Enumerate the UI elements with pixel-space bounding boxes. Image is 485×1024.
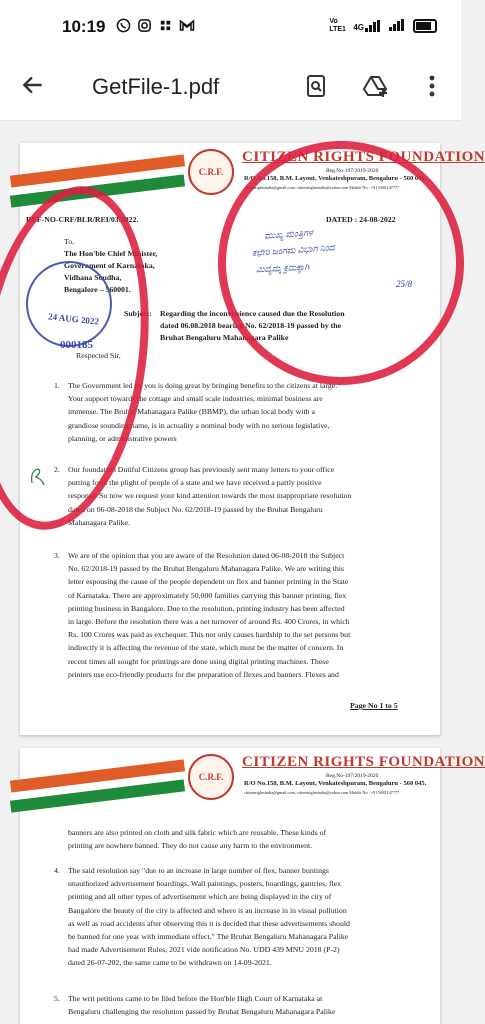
paragraph-3: We are of the opinion that you are aware of the Resolution dated 06-08-2018 the Subject No. 62/2018-19 passed by the Bruhat Bengaluru Mahanagara Palike. We are writing this letter espousing the cause of the people dependent on flex and banner printing in the State of Karnataka. There are approximately 50,000 families carrying this banner printing, flex printing business in Bangalore. Due to the resolution, printing industry has been affected in large. Before the resolution there was a net turnover of around Rs. 400 Crores, in which Rs. 100 Crores was paid as exchequer. This not only causes hardship to the set persons but indirectly it is affecting the revenue of the state, which must be the matter of concern. In recent times all sought for printings are done using digital printing machines. These printers use eco-friendly products for the preparation of flexes and banners. Flexes and (68, 551, 351, 679)
slack-icon (158, 18, 173, 37)
letterhead (20, 748, 485, 808)
instagram-icon (137, 18, 152, 37)
para-number: 3. (54, 551, 60, 560)
system-icons (329, 18, 437, 34)
subject-line: dated 06.08.2018 bearing No. 62/2018-19 passed by the (160, 321, 342, 330)
reg-no: Reg.No-197/2019-2020 (326, 168, 379, 174)
handwritten-date: 25/8 (396, 279, 413, 289)
page-number: Page No 1 to 5 (350, 701, 398, 710)
signal-icon (389, 19, 405, 34)
subject-line: Regarding the inconvenience caused due the Resolution (160, 309, 345, 318)
back-arrow-icon[interactable] (20, 72, 46, 103)
reg-no: Reg.No-197/2019-2020 (326, 773, 379, 779)
volte-label: Vo LTE1 (329, 18, 346, 33)
salutation: Respected Sir, (76, 351, 121, 360)
foundation-logo: C.R.F. (188, 754, 234, 800)
org-contact: citizenrightsindia@gmail.com, citizenrightsindia@yahoo.com Mobile No : +91 9481147777 (244, 790, 400, 795)
stamp-number: 000185 (60, 339, 93, 351)
letter-date: DATED : 24-08-2022 (326, 215, 396, 224)
handwritten-note: ಕಛೇರಿ ಜಂಗಮ ವಿಭಾಗ ನಿಂದ (251, 242, 335, 258)
to-line: Vidhana Soudha, (64, 273, 122, 282)
notification-icons (116, 18, 195, 37)
more-vert-icon[interactable] (416, 70, 448, 102)
stamp-date: 24 AUG 2022 (47, 311, 100, 327)
clock: 10:19 (62, 17, 106, 36)
handwritten-note: ಮಿದ್ಯಮ್ಕ ಕ್ರಮಕ್ಕಾಗಿ (255, 261, 310, 275)
red-highlight-circle (218, 141, 464, 385)
subject-label: Subject: (124, 309, 152, 318)
org-contact: citizenrightsindia@gmail.com, citizenrightsindia@yahoo.com Mobile No : +91 9481147777 (244, 185, 400, 190)
org-name: CITIZEN RIGHTS FOUNDATION (242, 754, 485, 770)
paragraph-4: The said resolution say "due to an increase in large number of flex, banner buntings unauthorized advertisement hoardings, Wall paintings, posters, hoardings, gantries, flex printing and all other types of advertisement which are being displayed in the city of Bangalore the beauty of the city is affected and where is an increase in in visual pollution as well as road accidents after observing this it is decided that these advertisements should be banned for one year with immediate effect." The Bruhat Bengaluru Mahanagara Palike had made Advertisement Rules, 2021 vide notification No. UDD 439 MNU 2018 (P-2) dated 26-07-202, the same came to be withdrawn on 14-09-2021. (68, 866, 350, 968)
para-number: 2. (54, 465, 60, 474)
paragraph-5: The writ petitions came to be filed before the Hon'ble High Court of Karnataka at Bengaluru challenging the resolution passed by Bruhat Bengaluru Mahanagara Palike (68, 994, 336, 1017)
para-number: 1. (54, 381, 60, 390)
org-address: R/O No.158, B.M. Layout, Venkateshpuram, Bengaluru - 560 045. (244, 175, 427, 182)
paragraph-continued: banners are also printed on cloth and silk fabric which are reusable. These kinds of printing are nowhere banned. They do not cause any harm to the environment. (68, 828, 327, 851)
drive-add-icon[interactable] (360, 70, 392, 102)
signal-4g-icon: 4G (353, 20, 381, 32)
org-address: R/O No.158, B.M. Layout, Venkateshpuram, Bengaluru - 560 045. (244, 780, 427, 787)
status-bar (0, 0, 461, 52)
para-number: 5. (54, 994, 60, 1003)
org-name: CITIZEN RIGHTS FOUNDATION (242, 149, 485, 165)
para-number: 4. (54, 866, 60, 875)
gmail-icon (179, 18, 195, 37)
handwritten-note: ಮುಖ್ಯ ಮಂತ್ರಿಗಳ (263, 227, 314, 241)
to-line: The Hon'ble Chief Minister, (64, 249, 158, 258)
file-title: GetFile-1.pdf (92, 74, 220, 99)
search-icon[interactable] (300, 70, 332, 102)
whatsapp-icon (116, 18, 131, 37)
foundation-logo: C.R.F. (188, 149, 234, 195)
to-line: To, (64, 237, 75, 246)
subject-line: Bruhat Bengaluru Mahanagara Palike (160, 333, 289, 342)
pdf-page-2 (20, 748, 485, 1024)
paragraph-2: Our foundation Dutiful Citizens group has previously sent many letters to your office putting forth the plight of people of a state and we have received a partly positive response. So now we request your kind attention towards the most inappropriate resolution dated on 06-08-2018 the Subject No. 62/2018-19 passed by the Bruhat Bengaluru Mahanagara Palike. (68, 465, 352, 527)
app-bar (0, 52, 461, 121)
paragraph-1: The Government led by you is doing great by bringing benefits to the citizens at large. Your support towards the cottage and small scale industries, minimal business are immense. The Bruhat Mahanagara Palike (BBMP), the urban local body with a grandiose sounding name, is in actuality a nominal body with no serious legislative, planning, or administrative powers (68, 381, 338, 443)
to-line: Bengalore – 560001. (64, 285, 131, 294)
to-line: Government of Karnataka, (64, 261, 155, 270)
reference-number: REF-NO-CRF/BLR/REI/03/2022. (26, 215, 139, 224)
pdf-page-1 (20, 143, 485, 735)
battery-icon (413, 19, 437, 33)
